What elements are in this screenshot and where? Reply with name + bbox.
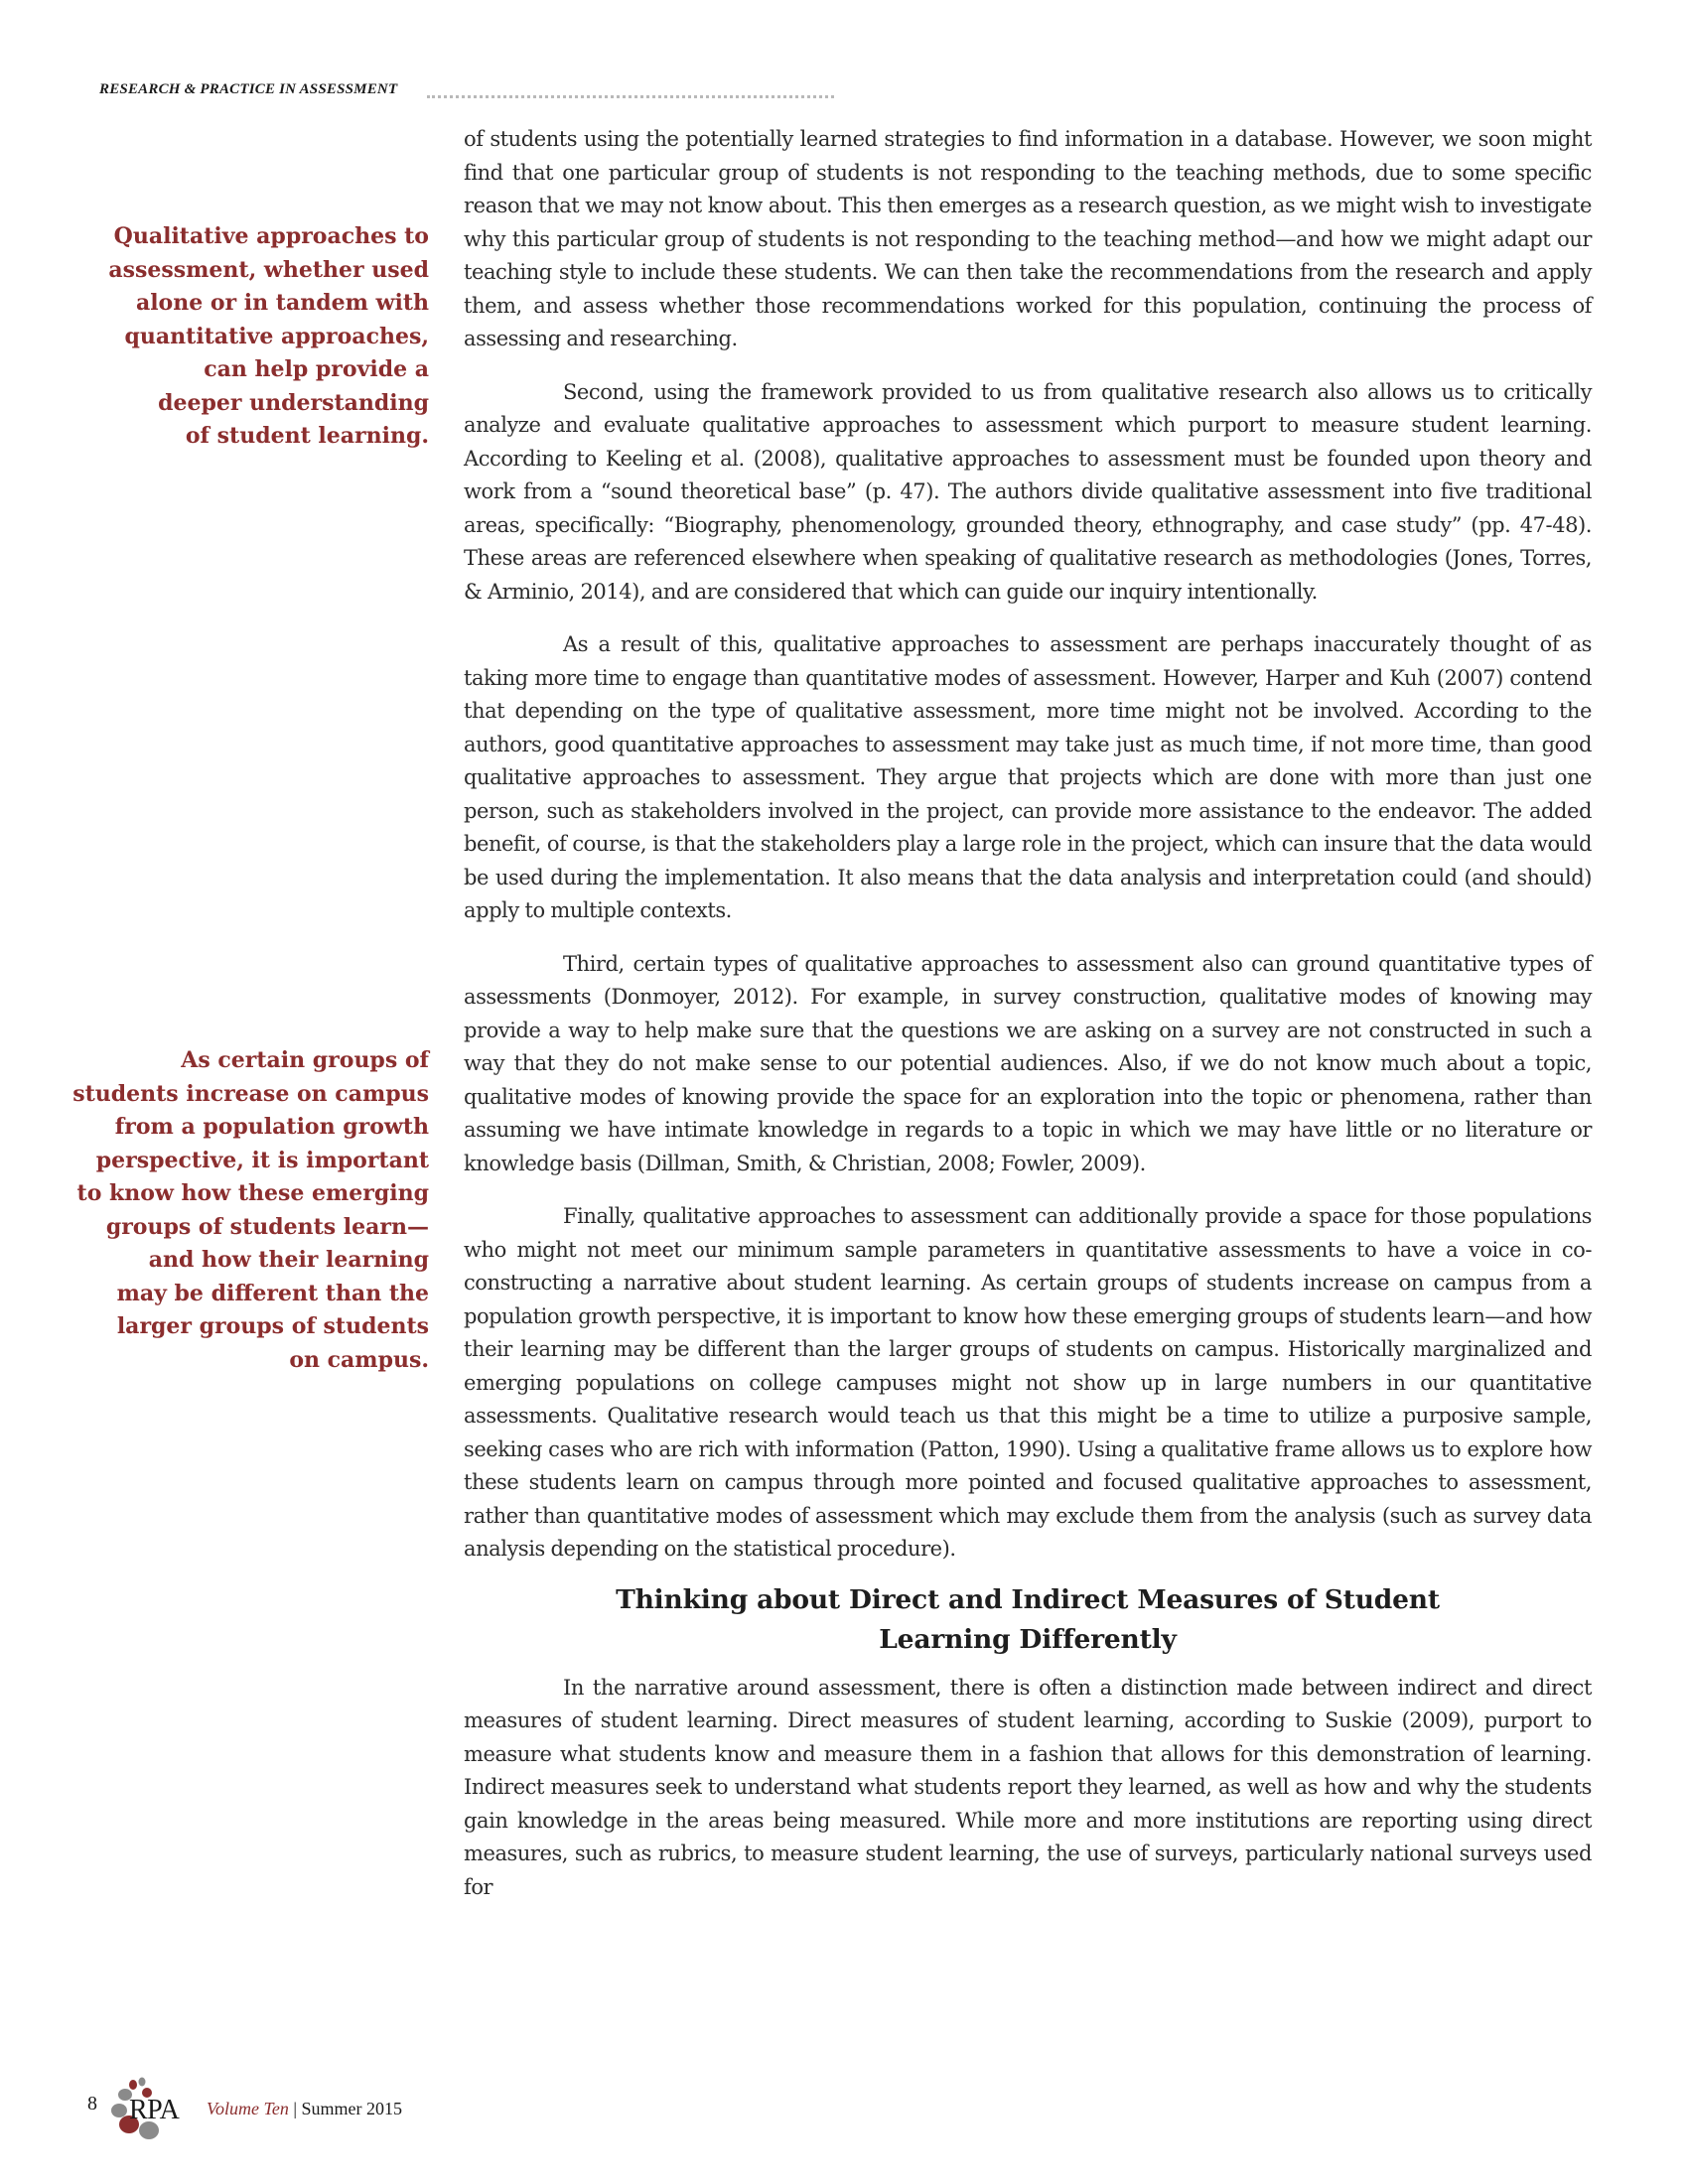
pull-quote-line: alone or in tandem with: [135, 290, 429, 316]
running-head: RESEARCH & PRACTICE IN ASSESSMENT: [99, 81, 398, 97]
volume-label: Volume Ten: [207, 2099, 289, 2118]
pull-quote-2: [60, 1044, 429, 1377]
pull-quote-line: groups of students learn—: [105, 1213, 429, 1240]
body-paragraph: of students using the potentially learned strategies to find information in a database. However, we soon might find that one particular group of students is not responding to the teaching methods, due to some specific reason that we may not know about. This then emerges as a research question, as we might wish to investigate why this particular group of students is not responding to the teaching method—and how we might adapt our teaching style to include these students. We can then take the recommendations from the research and apply them, and assess whether those recommendations worked for this population, continuing the process of assessing and researching.: [464, 127, 1592, 350]
body-paragraph: Third, certain types of qualitative approaches to assessment also can ground quantitative types of assessments (Donmoyer, 2012). For example, in survey construction, qualitative modes of knowing may provide a way to help make sure that the questions we are asking on a survey are not constructed in such a way that they do not make sense to our potential audiences. Also, if we do not know much about a topic, qualitative modes of knowing provide the space for an exploration into the topic or phenomena, rather than assuming we have intimate knowledge in regards to a topic in which we may have little or no literature or knowledge basis (Dillman, Smith, & Christian, 2008; Fowler, 2009).: [464, 951, 1592, 1175]
pull-quote-line: quantitative approaches,: [124, 323, 429, 349]
pull-quote-line: students increase on campus: [72, 1080, 429, 1107]
page-footer: [87, 2075, 485, 2144]
body-paragraph: Second, using the framework provided to us from qualitative research also allows us to critically analyze and evaluate qualitative approaches to assessment which purport to measure student learning. According to Keeling et al. (2008), qualitative approaches to assessment must be founded upon theory and work from a “sound theoretical base” (p. 47). The authors divide qualitative assessment into five traditional areas, specifically: “Biography, phenomenology, grounded theory, ethnography, and case study” (pp. 47-48). These areas are referenced elsewhere when speaking of qualitative research as methodologies (Jones, Torres, & Arminio, 2014), and are considered that which can guide our inquiry intentionally.: [464, 379, 1592, 604]
pull-quote-line: on campus.: [289, 1346, 429, 1373]
pull-quote-line: of student learning.: [185, 423, 429, 449]
pull-quote-line: from a population growth: [114, 1114, 429, 1140]
section-heading-line: Learning Differently: [879, 1623, 1177, 1655]
body-paragraph: As a result of this, qualitative approaches to assessment are perhaps inaccurately thought of as taking more time to engage than quantitative modes of assessment. However, Harper and Kuh (2007) contend that depending on the type of qualitative assessment, more time might not be involved. According to the authors, good quantitative approaches to assessment may take just as much time, if not more time, than good qualitative approaches to assessment. They argue that projects which are done with more than just one person, such as stakeholders involved in the project, can provide more assistance to the endeavor. The added benefit, of course, is that the stakeholders play a large role in the project, which can insure that the data would be used during the implementation. It also means that the data analysis and interpretation could (and should) apply to multiple contexts.: [464, 632, 1592, 922]
issue-separator: |: [293, 2099, 297, 2118]
section-heading-line: Thinking about Direct and Indirect Measures of Student: [616, 1583, 1440, 1615]
pull-quote-line: larger groups of students: [116, 1313, 429, 1339]
pull-quote-line: deeper understanding: [158, 389, 429, 416]
pull-quote-1: [60, 220, 429, 454]
pull-quote-line: to know how these emerging: [76, 1180, 429, 1206]
pull-quote-line: may be different than the: [116, 1280, 429, 1306]
page-number: 8: [87, 2093, 97, 2115]
section-heading: [464, 1580, 1592, 1660]
article-body: [464, 123, 1592, 1904]
logo-text: RPA: [129, 2095, 180, 2125]
body-paragraph: Finally, qualitative approaches to assessment can additionally provide a space for those populations who might not meet our minimum sample parameters in quantitative assessments to have a voice in co-constructing a narrative about student learning. As certain groups of students increase on campus from a population growth perspective, it is important to know how these emerging groups of students learn—and how their learning may be different than the larger groups of students on campus. Historically marginalized and emerging populations on college campuses might not show up in large numbers in our quantitative assessments. Qualitative research would teach us that this might be a time to utilize a purposive sample, seeking cases who are rich with information (Patton, 1990). Using a qualitative frame allows us to explore how these students learn on campus through more pointed and focused qualitative approaches to assessment, rather than quantitative modes of assessment which may exclude them from the analysis (such as survey data analysis depending on the statistical procedure).: [464, 1204, 1592, 1561]
pull-quote-line: Qualitative approaches to: [113, 223, 429, 249]
season-label: Summer 2015: [301, 2099, 402, 2118]
issue-info: [207, 2099, 402, 2119]
pull-quote-line: assessment, whether used: [108, 256, 429, 283]
pull-quote-line: can help provide a: [204, 356, 429, 382]
body-paragraph: In the narrative around assessment, there is often a distinction made between indirect and direct measures of student learning. Direct measures of student learning, according to Suskie (2009), purport to measure what students know and measure them in a fashion that allows for this demonstration of learning. Indirect measures seek to understand what students report they learned, as well as how and why the students gain knowledge in the areas being measured. While more and more institutions are reporting using direct measures, such as rubrics, to measure student learning, the use of surveys, particularly national surveys used for: [464, 1675, 1592, 1899]
pull-quote-line: perspective, it is important: [95, 1147, 429, 1173]
running-head-divider: [427, 95, 834, 98]
pull-quote-line: and how their learning: [148, 1247, 429, 1273]
pull-quote-line: As certain groups of: [181, 1047, 429, 1073]
